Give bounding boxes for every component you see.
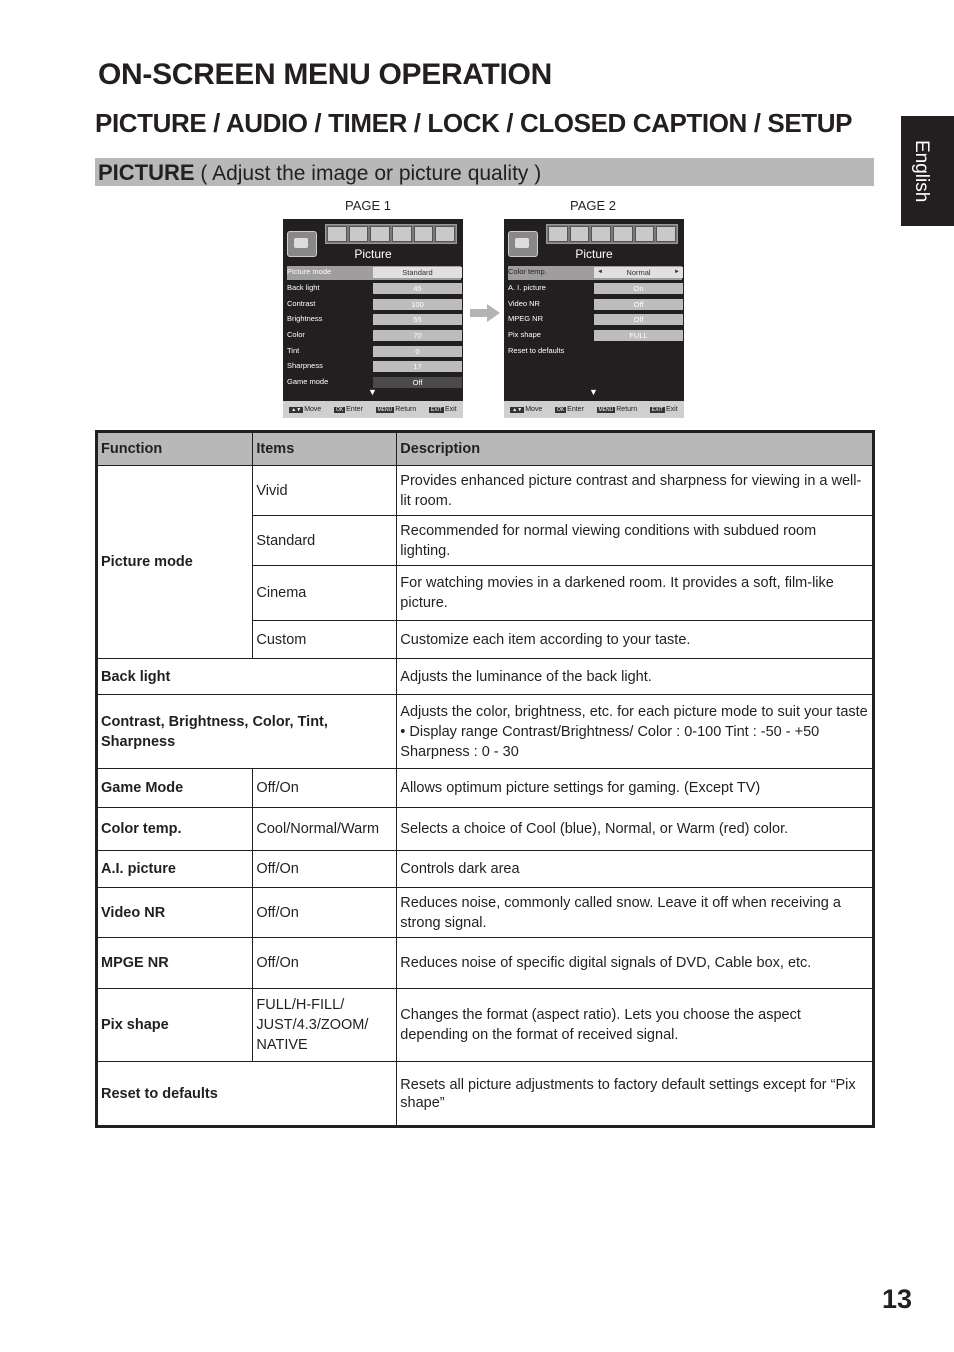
menu-row-value: Off [373,377,462,388]
menu-row [287,329,461,343]
function-cell: Color temp. [97,808,253,851]
footer-move-label: Move [304,406,322,413]
footer-return [376,406,417,413]
header-function: Function [97,432,253,466]
item-cell: Cool/Normal/Warm [253,808,397,851]
menu-row [287,298,461,312]
menu-row-label: MPEG NR [508,314,544,323]
footer-return [597,406,638,413]
menu-row-label: Color [287,330,305,339]
table-row [97,888,874,938]
footer-move [510,406,542,413]
page2-label: PAGE 2 [570,198,617,213]
menu-row [287,360,461,374]
menu-row-label: Reset to defaults [508,346,565,355]
menu-row-label: Game mode [287,377,329,386]
footer-return-label: Return [616,406,638,413]
ok-key-icon: OK [335,407,344,413]
table-row [97,1062,874,1127]
menu-row-label: Back light [287,283,320,292]
scroll-down-icon: ▼ [368,387,377,397]
screen-footer [504,401,684,418]
description-cell: Allows optimum picture settings for gaming. (Except TV) [397,769,874,808]
table-row [97,659,874,695]
lock-tab-icon [613,226,633,242]
menu-row [508,282,682,296]
description-cell: Adjusts the luminance of the back light. [397,659,874,695]
item-cell: FULL/H-FILL/ JUST/4.3/ZOOM/ NATIVE [253,989,397,1062]
footer-exit [429,406,457,413]
next-page-arrow-icon [470,304,500,322]
menu-row [508,266,682,280]
item-cell: Off/On [253,938,397,989]
section-heading-bold: PICTURE [98,160,195,185]
menu-row [508,298,682,312]
caption-tab-icon [414,226,434,242]
description-cell: Reduces noise of specific digital signals of DVD, Cable box, etc. [397,938,874,989]
menu-row [508,313,682,327]
table-row [97,769,874,808]
menu-row-value: Standard [373,267,462,278]
description-cell: Provides enhanced picture contrast and sharpness for viewing in a well-lit room. [397,466,874,516]
description-cell: Customize each item according to your taste. [397,621,874,659]
menu-row-value: 45 [373,283,462,294]
footer-exit-label: Exit [445,406,457,413]
footer-return-label: Return [395,406,417,413]
exit-key-icon: EXIT [430,407,442,413]
up-down-icon: ▲▼ [291,407,302,413]
description-cell: Adjusts the color, brightness, etc. for each picture mode to suit your taste • Display range Contrast/Brightness/ Color : 0-100 Tint : -50 - +50 Sharpness : 0 - 30 [397,695,874,769]
footer-enter-label: Enter [346,406,363,413]
footer-enter [555,406,584,413]
left-arrow-icon: ◄ [597,269,603,275]
header-items: Items [253,432,397,466]
section-heading [95,158,874,186]
function-cell: Picture mode [97,466,253,659]
description-cell: Recommended for normal viewing conditions with subdued room lighting. [397,516,874,566]
page-subtitle: PICTURE / AUDIO / TIMER / LOCK / CLOSED CAPTION / SETUP [95,108,853,138]
language-tab-label: English [911,140,932,203]
section-heading-text: ( Adjust the image or picture quality ) [194,162,542,185]
menu-screen-page1 [283,219,463,418]
table-row [97,989,874,1062]
description-cell: Selects a choice of Cool (blue), Normal, or Warm (red) color. [397,808,874,851]
description-cell: Changes the format (aspect ratio). Lets you choose the aspect depending on the format of received signal. [397,989,874,1062]
footer-move [289,406,321,413]
menu-row-label: Brightness [287,314,323,323]
timer-tab-icon [591,226,611,242]
function-cell: Game Mode [97,769,253,808]
table-header-row [97,432,874,466]
item-cell: Cinema [253,566,397,621]
screen-footer [283,401,463,418]
menu-row-label: Contrast [287,299,316,308]
menu-row [287,313,461,327]
menu-row-value: Off [594,314,683,325]
function-cell: Pix shape [97,989,253,1062]
menu-row [508,329,682,343]
item-cell: Vivid [253,466,397,516]
description-cell: Resets all picture adjustments to factory default settings except for “Pix shape” [397,1062,874,1127]
scroll-down-icon: ▼ [589,387,598,397]
menu-row-value: 0 [373,346,462,357]
menu-screen-page2 [504,219,684,418]
description-cell: Reduces noise, commonly called snow. Leave it off when receiving a strong signal. [397,888,874,938]
description-cell: Controls dark area [397,851,874,888]
menu-icon-bar [325,224,457,244]
page1-label: PAGE 1 [345,198,392,213]
ok-key-icon: OK [556,407,565,413]
screen-title: Picture [575,247,613,261]
menu-row [287,345,461,359]
up-down-icon: ▲▼ [512,407,523,413]
menu-row-value: Off [594,299,683,310]
menu-row [287,282,461,296]
footer-enter-label: Enter [567,406,584,413]
menu-row [287,266,461,280]
menu-row-label: Sharpness [287,361,323,370]
table-row [97,938,874,989]
function-cell: Reset to defaults [97,1062,397,1127]
menu-row-value: FULL [594,330,683,341]
item-cell: Off/On [253,769,397,808]
menu-icon-bar [546,224,678,244]
right-arrow-icon: ► [674,269,680,275]
menu-row-value [594,267,683,278]
menu-row-value: 55 [373,314,462,325]
menu-key-icon: MENU [598,407,614,413]
menu-row-label: Picture mode [287,267,332,276]
function-cell: Back light [97,659,397,695]
item-cell: Off/On [253,888,397,938]
menu-row-label: Pix shape [508,330,541,339]
page-number: 13 [882,1284,913,1314]
description-cell: For watching movies in a darkened room. It provides a soft, film-like picture. [397,566,874,621]
menu-row-label: Tint [287,346,300,355]
menu-row-value-text: Normal [626,268,651,277]
footer-exit-label: Exit [666,406,678,413]
lock-tab-icon [392,226,412,242]
timer-tab-icon [370,226,390,242]
table-row [97,466,874,516]
menu-row-value: On [594,283,683,294]
menu-row-value: 100 [373,299,462,310]
caption-tab-icon [635,226,655,242]
function-cell: Video NR [97,888,253,938]
exit-key-icon: EXIT [651,407,663,413]
menu-row-value: 70 [373,330,462,341]
page-title: ON-SCREEN MENU OPERATION [98,58,552,91]
setup-tab-icon [435,226,455,242]
menu-row [508,345,682,359]
header-description: Description [397,432,874,466]
menu-row-label: A. I. picture [508,283,546,292]
menu-row-value: 17 [373,361,462,372]
language-tab [901,116,954,226]
menu-row-label: Color temp. [508,267,547,276]
item-cell: Off/On [253,851,397,888]
footer-move-label: Move [525,406,543,413]
table-row [97,808,874,851]
footer-exit [650,406,678,413]
picture-tab-icon [327,226,347,242]
screen-title: Picture [354,247,392,261]
function-cell: MPGE NR [97,938,253,989]
item-cell: Custom [253,621,397,659]
item-cell: Standard [253,516,397,566]
function-cell: A.I. picture [97,851,253,888]
audio-tab-icon [349,226,369,242]
table-row [97,851,874,888]
menu-key-icon: MENU [377,407,393,413]
audio-tab-icon [570,226,590,242]
picture-tab-icon [548,226,568,242]
menu-row-label: Video NR [508,299,540,308]
setup-tab-icon [656,226,676,242]
function-cell: Contrast, Brightness, Color, Tint, Sharpness [97,695,397,769]
table-row [97,695,874,769]
footer-enter [334,406,363,413]
function-table [95,430,875,1128]
